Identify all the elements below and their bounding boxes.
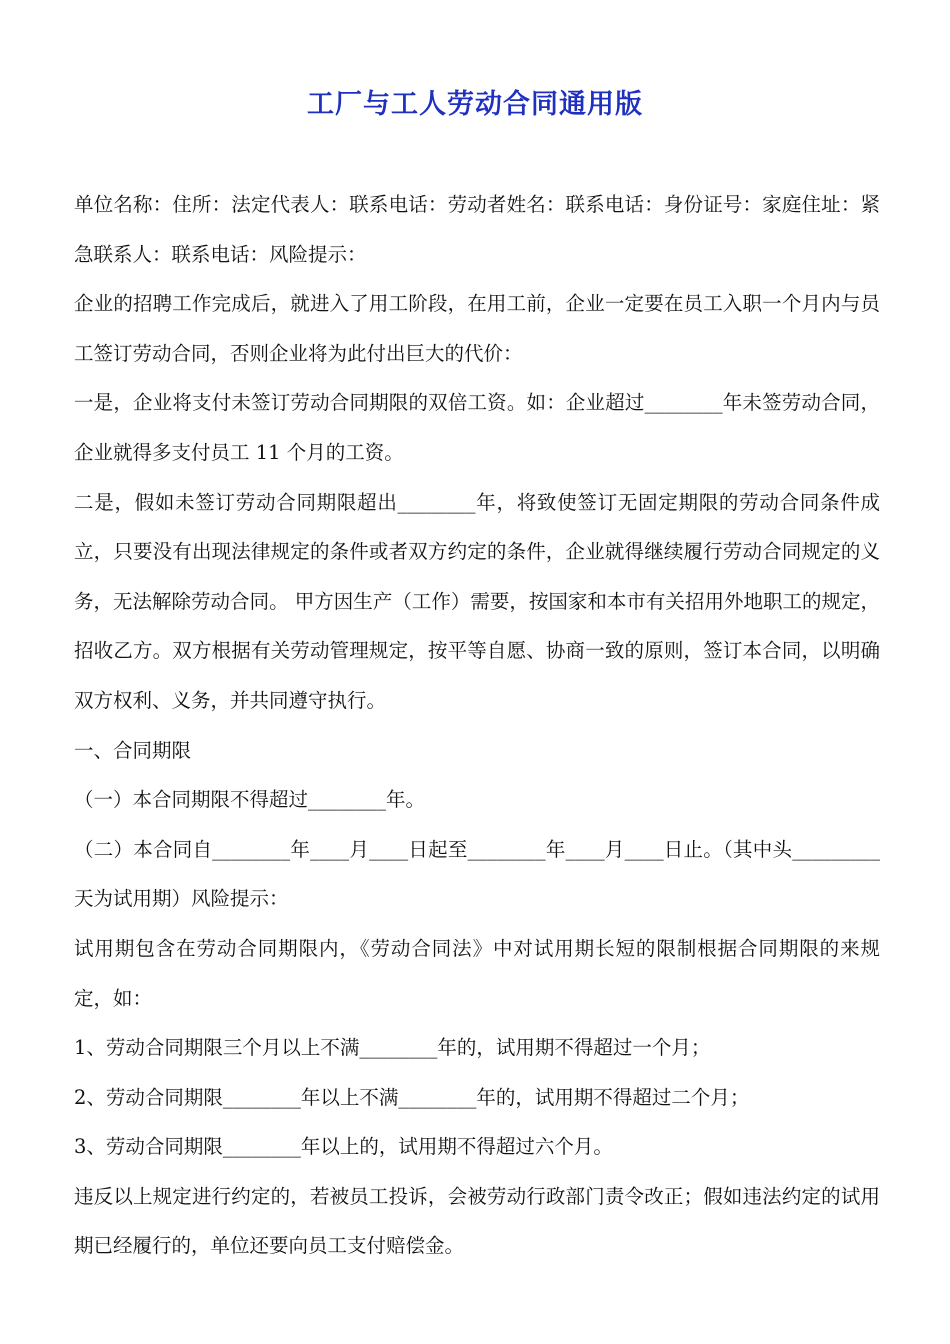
term-clause-two: （二）本合同自________年____月____日起至________年____月____日止。（其中头_________天为试用期）风险提示： xyxy=(74,837,880,911)
party-info-paragraph: 单位名称：住所：法定代表人：联系电话：劳动者姓名：联系电话：身份证号：家庭住址：紧急联系人：联系电话：风险提示： xyxy=(74,193,880,266)
term-clause-one: （一）本合同期限不得超过________年。 xyxy=(74,788,426,812)
probation-rule-one: 1、劳动合同期限三个月以上不满________年的，试用期不得超过一个月； xyxy=(74,1036,711,1060)
probation-rule-two: 2、劳动合同期限________年以上不满________年的，试用期不得超过二个月； xyxy=(74,1085,750,1109)
document-body xyxy=(74,180,880,1271)
probation-intro-paragraph: 试用期包含在劳动合同期限内，《劳动合同法》中对试用期长短的限制根据合同期限的来规定，如： xyxy=(74,936,880,1010)
risk-one-paragraph: 一是，企业将支付未签订劳动合同期限的双倍工资。如：企业超过________年未签劳动合同，企业就得多支付员工 11 个月的工资。 xyxy=(74,391,880,464)
risk-two-paragraph: 二是，假如未签订劳动合同期限超出________年，将致使签订无固定期限的劳动合同条件成立，只要没有出现法律规定的条件或者双方约定的条件，企业就得继续履行劳动合同规定的义务，无法解除劳动合同。 甲方因生产（工作）需要，按国家和本市有关招用外地职工的规定，招收乙方。双方根据有关劳动管理规定，按平等自愿、协商一致的原则，签订本合同，以明确双方权利、义务，并共同遵守执行。 xyxy=(74,490,880,712)
probation-rule-three: 3、劳动合同期限________年以上的，试用期不得超过六个月。 xyxy=(74,1135,613,1159)
violation-paragraph: 违反以上规定进行约定的，若被员工投诉，会被劳动行政部门责令改正；假如违法约定的试用期已经履行的，单位还要向员工支付赔偿金。 xyxy=(74,1184,880,1258)
section-heading-term: 一、合同期限 xyxy=(74,738,192,762)
recruitment-paragraph: 企业的招聘工作完成后，就进入了用工阶段，在用工前，企业一定要在员工入职一个月内与员工签订劳动合同，否则企业将为此付出巨大的代价： xyxy=(74,292,880,365)
document-title: 工厂与工人劳动合同通用版 xyxy=(307,89,643,120)
